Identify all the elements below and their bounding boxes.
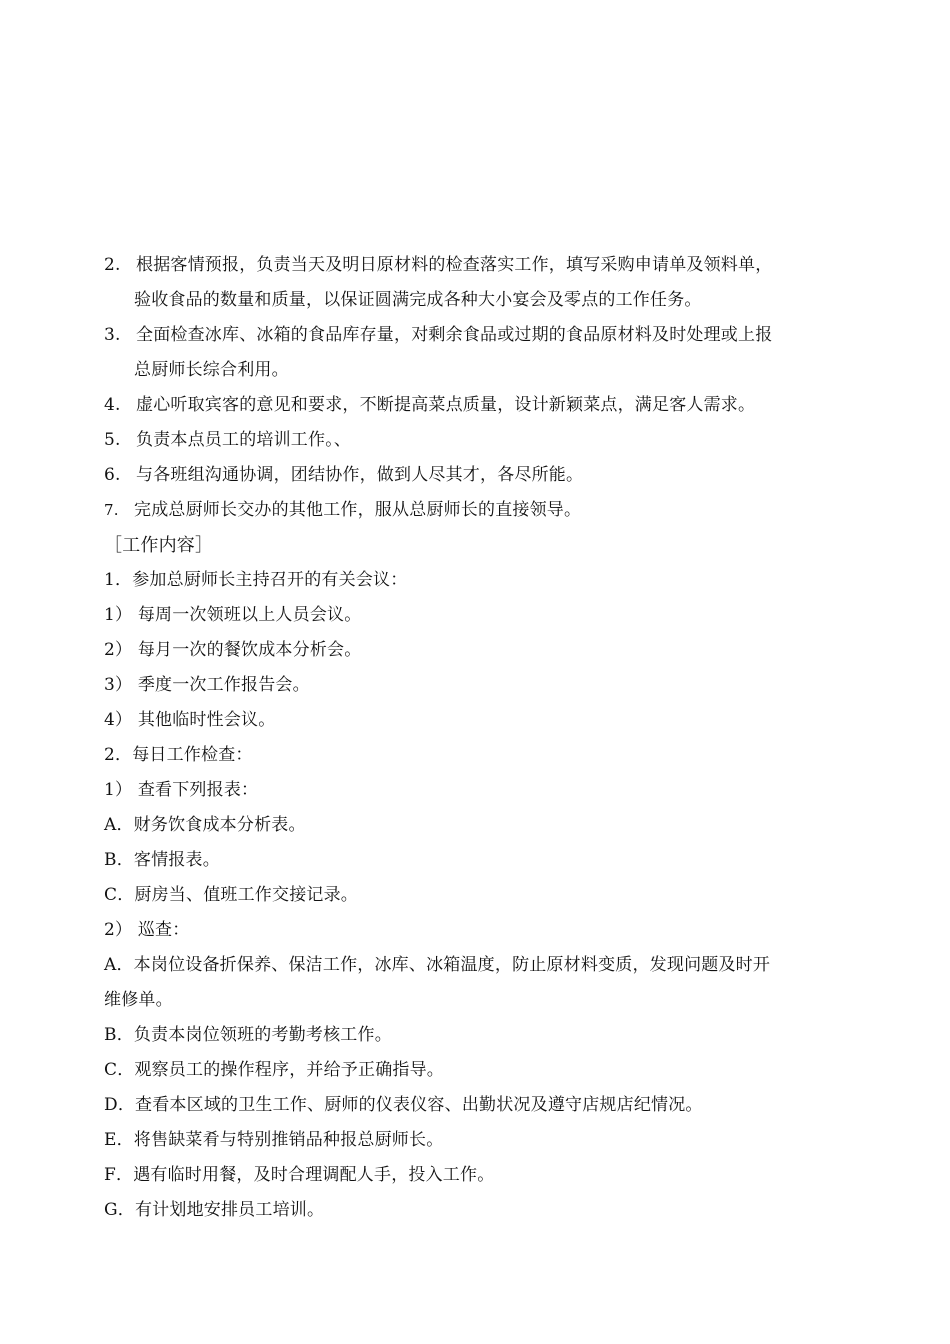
- duty-text: 与各班组沟通协调，团结协作，做到人尽其才，各尽所能。: [136, 465, 584, 485]
- content-line: D．查看本区域的卫生工作、厨师的仪表仪容、出勤状况及遵守店规店纪情况。: [104, 1095, 703, 1115]
- duty-item-5: [104, 423, 864, 458]
- content-line: 2） 巡查：: [104, 920, 190, 940]
- content-line: 4） 其他临时性会议。: [104, 710, 276, 730]
- content-line: G．有计划地安排员工培训。: [104, 1200, 325, 1220]
- duty-item-7: [104, 493, 864, 528]
- content-line: F．遇有临时用餐，及时合理调配人手，投入工作。: [104, 1165, 495, 1185]
- duty-item-2-continuation: 验收食品的数量和质量，以保证圆满完成各种大小宴会及零点的工作任务。: [134, 290, 702, 310]
- duty-text: 全面检查冰库、冰箱的食品库存量，对剩余食品或过期的食品原材料及时处理或上报: [136, 325, 773, 345]
- duty-item-3-continuation: 总厨师长综合利用。: [134, 360, 289, 380]
- content-line: 2） 每月一次的餐饮成本分析会。: [104, 640, 362, 660]
- duty-text: 虚心听取宾客的意见和要求，不断提高菜点质量，设计新颖菜点，满足客人需求。: [136, 395, 756, 415]
- duty-item-3: [104, 318, 864, 353]
- duty-number: 6.: [104, 465, 121, 485]
- content-line: A．财务饮食成本分析表。: [104, 815, 306, 835]
- content-line: 1） 每周一次领班以上人员会议。: [104, 605, 362, 625]
- content-line: A．本岗位设备折保养、保洁工作，冰库、冰箱温度，防止原材料变质，发现问题及时开: [104, 955, 771, 975]
- duty-number: 7.: [104, 501, 119, 519]
- duty-text: 完成总厨师长交办的其他工作，服从总厨师长的直接领导。: [134, 500, 582, 520]
- content-line: 2．每日工作检查：: [104, 745, 253, 765]
- duty-number: 4.: [104, 395, 121, 415]
- duty-text: 负责本点员工的培训工作。、: [136, 430, 352, 450]
- content-line: 1．参加总厨师长主持召开的有关会议：: [104, 570, 408, 590]
- duty-item-4: [104, 388, 864, 423]
- content-line: 1） 查看下列报表：: [104, 780, 259, 800]
- duty-item-2: [104, 248, 864, 283]
- duty-number: 3.: [104, 325, 121, 345]
- duty-number: 2.: [104, 255, 121, 275]
- document-content: [104, 248, 864, 1228]
- section-title: ［工作内容］: [104, 535, 214, 556]
- content-line: E．将售缺菜肴与特别推销品种报总厨师长。: [104, 1130, 444, 1150]
- duty-text: 根据客情预报，负责当天及明日原材料的检查落实工作，填写采购申请单及领料单，: [136, 255, 773, 275]
- content-line: C．观察员工的操作程序，并给予正确指导。: [104, 1060, 445, 1080]
- duty-number: 5.: [104, 430, 121, 450]
- content-line: C．厨房当、值班工作交接记录。: [104, 885, 359, 905]
- content-line: 3） 季度一次工作报告会。: [104, 675, 310, 695]
- content-line: B．负责本岗位领班的考勤考核工作。: [104, 1025, 392, 1045]
- content-line: 维修单。: [104, 990, 173, 1010]
- duty-item-6: [104, 458, 864, 493]
- content-line: B．客情报表。: [104, 850, 220, 870]
